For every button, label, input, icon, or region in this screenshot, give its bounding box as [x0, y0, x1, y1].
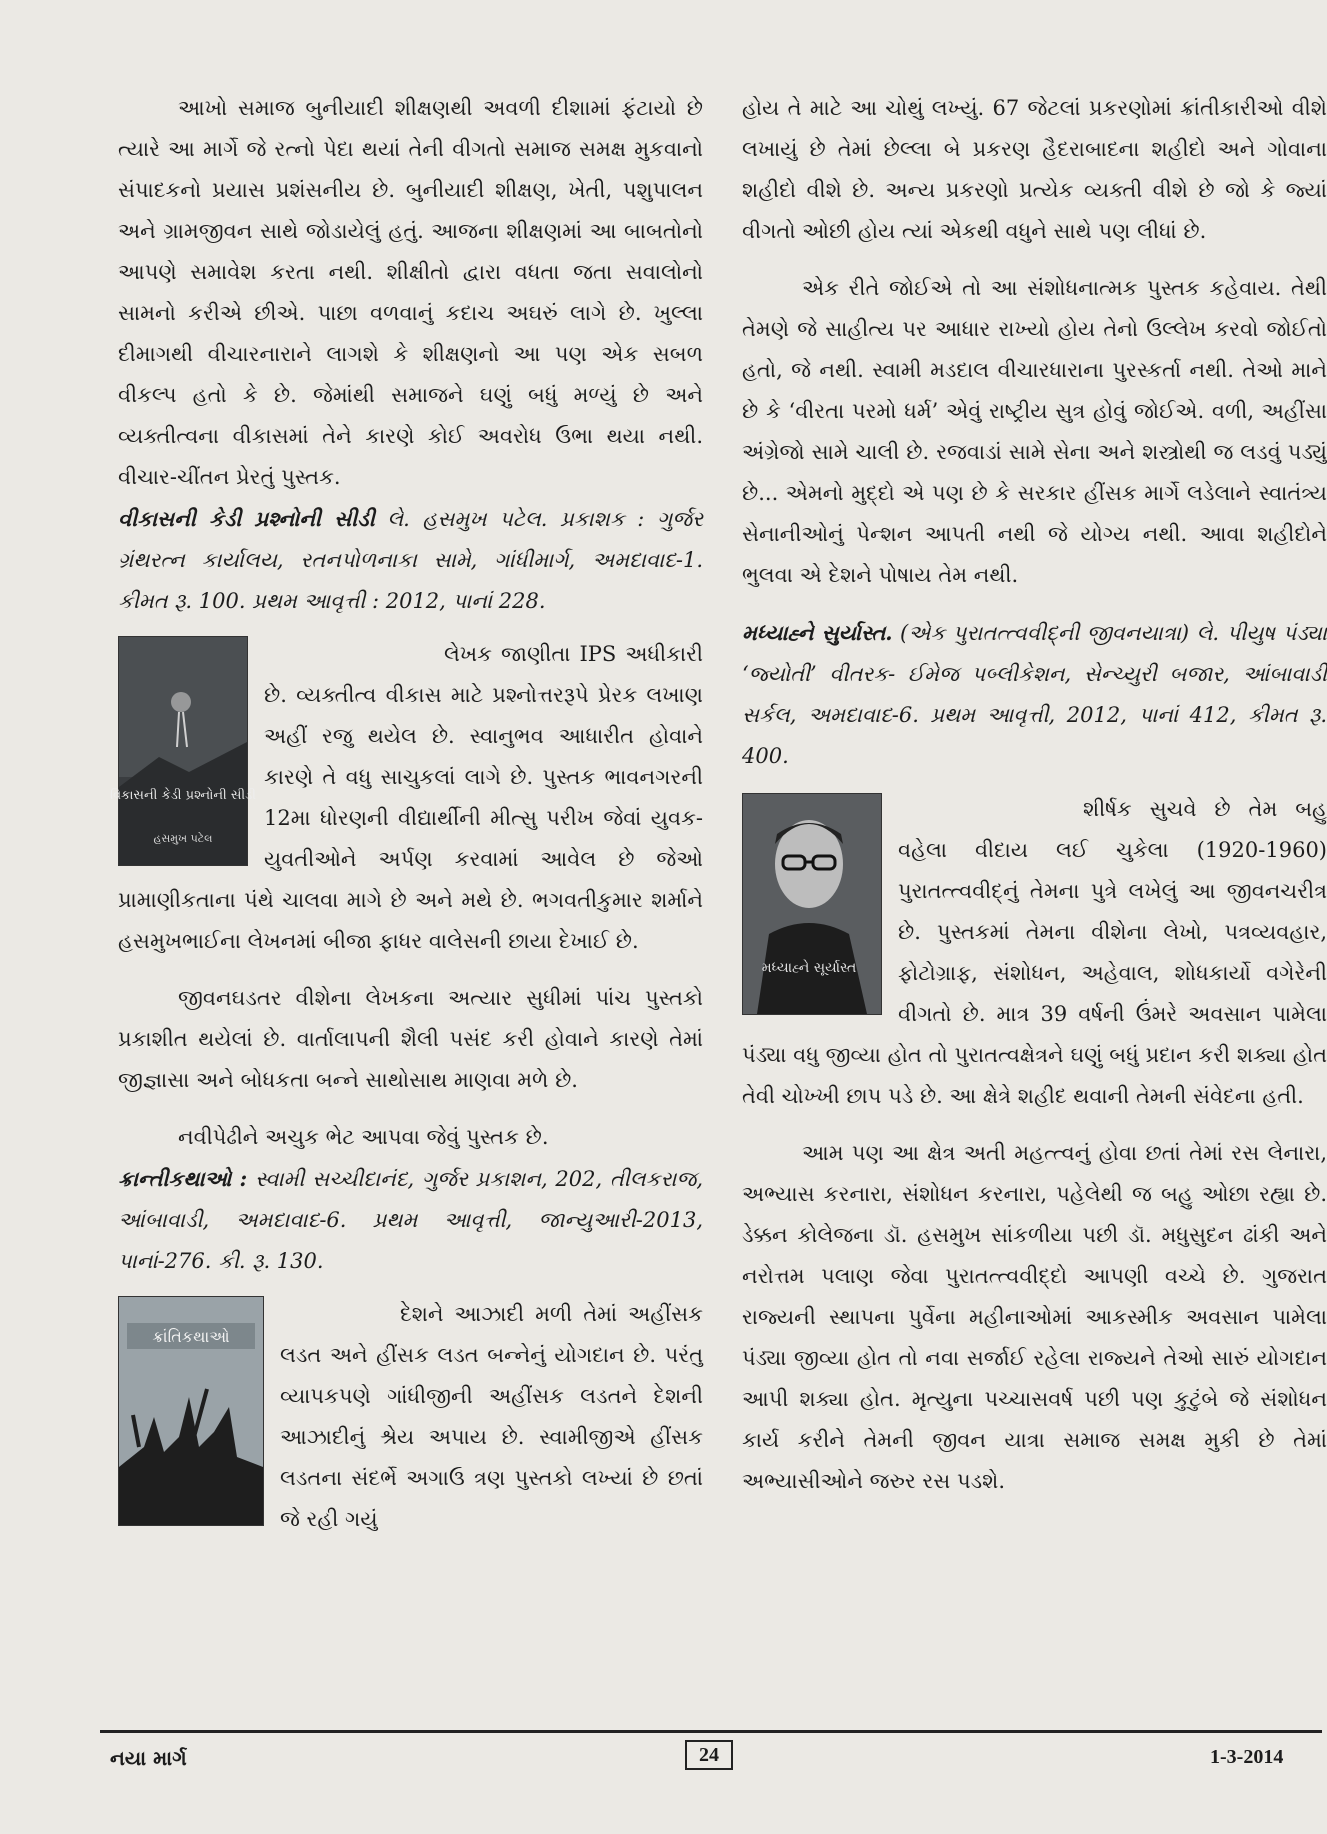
cover-author: હસમુખ પટેલ — [153, 832, 213, 845]
paragraph: નવીપેઢીને અચુક ભેટ આપવા જેવું પુસ્તક છે. — [178, 1125, 549, 1149]
cover-title: મધ્યાહ્ને સૂર્યાસ્ત — [761, 960, 857, 976]
book-cover-madhyahne — [742, 793, 882, 1015]
book-title: વીકાસની કેડી પ્રશ્નોની સીડી — [118, 506, 375, 531]
book-cover-vikas — [110, 636, 256, 866]
book-citation — [742, 612, 1327, 777]
paragraph: શીર્ષક સુચવે છે તેમ બહુ વહેલા વીદાય લઈ ચુકેલા (1920-1960) પુરાતત્ત્વવીદ્‌નું તેમના પુત્રે લખેલું આ જીવનચરીત્ર છે. પુસ્તકમાં તેમના વીશેના લેખો, પત્રવ્યવહાર, ફોટોગ્રાફ, સંશોધન, અહેવાલ, શોધકાર્યો વગેરેની વીગતો છે. માત્ર 39 વર્ષની ઉંમરે અવસાન પામેલા પંડ્યા વધુ જીવ્યા હોત તો પુરાતત્વક્ષેત્રને ઘણું બધું પ્રદાન કરી શક્યા હોત તેવી ચોખ્ખી છાપ પડે છે. આ ક્ષેત્રે શહીદ થવાની તેમની સંવેદના હતી. — [742, 797, 1327, 1108]
issue-date: 1-3-2014 — [1210, 1746, 1284, 1768]
paragraph: દેશને આઝાદી મળી તેમાં અહીંસક લડત અને હીંસક લડત બન્નેનું યોગદાન છે. પરંતુ વ્યાપકપણે ગાંધીજીની અહીંસક લડતને દેશની આઝાદીનું શ્રેય અપાય છે. સ્વામીજીએ હીંસક લડતના સંદર્ભે અગાઉ ત્રણ પુસ્તકો લખ્યાં છે છતાં જે રહી ગયું — [280, 1302, 703, 1531]
page-number: 24 — [685, 1740, 733, 1770]
book-cover-krantikathao — [118, 1296, 264, 1526]
paragraph: એક રીતે જોઈએ તો આ સંશોધનાત્મક પુસ્તક કહેવાય. તેથી તેમણે જે સાહીત્ય પર આધાર રાખ્યો હોય તેનો ઉલ્લેખ કરવો જોઈતો હતો, જે નથી. સ્વામી મડદાલ વીચારધારાના પુરસ્કર્તા નથી. તેઓ માને છે કે ‘વીરતા પરમો ધર્મ’ એવું રાષ્ટ્રીય સુત્ર હોવું જોઈએ. વળી, અહીંસા અંગ્રેજો સામે ચાલી છે. રજવાડાં સામે સેના અને શસ્ત્રોથી જ લડવું પડ્યું છે... એમનો મુદ્દો એ પણ છે કે સરકાર હીંસક માર્ગે લડેલાને સ્વાતંત્ર્ય સેનાનીઓનું પેન્શન આપતી નથી જે યોગ્ય નથી. આવા શહીદોને ભુલવા એ દેશને પોષાય તેમ નથી. — [742, 276, 1327, 587]
paragraph: આખો સમાજ બુનીયાદી શીક્ષણથી અવળી દીશામાં ફંટાયો છે ત્યારે આ માર્ગે જે રત્નો પેદા થયાં તેની વીગતો સમાજ સમક્ષ મુકવાનો સંપાદકનો પ્રયાસ પ્રશંસનીય છે. બુનીયાદી શીક્ષણ, ખેતી, પશુપાલન અને ગ્રામજીવન સાથે જોડાયેલું હતું. આજના શીક્ષણમાં આ બાબતોનો આપણે સમાવેશ કરતા નથી. શીક્ષીતો દ્વારા વધતા જતા સવાલોનો સામનો કરીએ છીએ. પાછા વળવાનું કદાચ અઘરું લાગે છે. ખુલ્લા દીમાગથી વીચારનારાને લાગશે કે શીક્ષણનો આ પણ એક સબળ વીકલ્પ હતો કે છે. જેમાંથી સમાજને ઘણું બધું મળ્યું છે અને વ્યક્તીત્વના વીકાસમાં તેને કારણે કોઈ અવરોધ ઉભા થયા નથી. વીચાર-ચીંતન પ્રેરતું પુસ્તક. — [118, 96, 703, 489]
book-citation — [118, 498, 703, 622]
book-title: મધ્યાહ્ને સુર્યાસ્ત. — [742, 620, 893, 645]
paragraph: હોય તે માટે આ ચોથું લખ્યું. 67 જેટલાં પ્રકરણોમાં ક્રાંતીકારીઓ વીશે લખાયું છે તેમાં છેલ્લા બે પ્રકરણ હૈદરાબાદના શહીદો અને ગોવાના શહીદો વીશે છે. અન્ય પ્રકરણો પ્રત્યેક વ્યક્તી વીશે છે જો કે જ્યાં વીગતો ઓછી હોય ત્યાં એકથી વધુને સાથે પણ લીધાં છે. — [742, 96, 1327, 243]
right-column — [742, 88, 1327, 1502]
magazine-name: નયા માર્ગ — [110, 1746, 187, 1770]
paragraph: લેખક જાણીતા IPS અધીકારી છે. વ્યક્તીત્વ વીકાસ માટે પ્રશ્નોત્તરરૂપે પ્રેરક લખાણ અહીં રજુ થયેલ છે. સ્વાનુભવ આધારીત હોવાને કારણે તે વધુ સાચુકલાં લાગે છે. પુસ્તક ભાવનગરની 12મા ધોરણની વીદ્યાર્થીની મીત્સુ પરીખ જેવાં યુવક-યુવતીઓને અર્પણ કરવામાં આવેલ છે જેઓ પ્રામાણીકતાના પંથે ચાલવા માગે છે અને મથે છે. ભગવતીકુમાર શર્માને હસમુખભાઈના લેખનમાં બીજા ફાધર વાલેસની છાયા દેખાઈ છે. — [118, 642, 703, 953]
paragraph: જીવનઘડતર વીશેના લેખકના અત્યાર સુધીમાં પાંચ પુસ્તકો પ્રકાશીત થયેલાં છે. વાર્તાલાપની શૈલી પસંદ કરી હોવાને કારણે તેમાં જીજ્ઞાસા અને બોધકતા બન્ને સાથોસાથ માણવા મળે છે. — [118, 986, 703, 1092]
book-citation — [118, 1158, 703, 1282]
book-details: લે. હસમુખ પટેલ. પ્રકાશક : ગુર્જર ગ્રંથરત્ન કાર્યાલય, રતનપોળનાકા સામે, ગાંધીમાર્ગ, અમદાવાદ-1. કીમત રૂ. 100. પ્રથમ આવૃત્તી : 2012, પાનાં 228. — [118, 507, 703, 613]
cover-title: વિકાસની કેડી પ્રશ્નોની સીડી — [110, 788, 256, 803]
book-details: (એક પુરાતત્ત્વવીદ્‌ની જીવનયાત્રા) લે. પીયુષ પંડ્યા ‘જ્યોતી’ વીતરક- ઈમેજ પબ્લીકેશન, સેન્ચ્યુરી બજાર, આંબાવાડી સર્કલ, અમદાવાદ-6. પ્રથમ આવૃત્તી, 2012, પાનાં 412, કીમત રૂ. 400. — [742, 621, 1327, 768]
cover-title: ક્રાંતિકથાઓ — [152, 1327, 230, 1346]
book-title: ક્રાન્તીકથાઓ : — [118, 1166, 248, 1191]
book-details: સ્વામી સચ્ચીદાનંદ, ગુર્જર પ્રકાશન, 202, તીલકરાજ, આંબાવાડી, અમદાવાદ-6. પ્રથમ આવૃત્તી, જાન્યુઆરી-2013, પાનાં-276. કી. રૂ. 130. — [118, 1167, 703, 1273]
left-column — [110, 88, 703, 1540]
paragraph: આમ પણ આ ક્ષેત્ર અતી મહત્ત્વનું હોવા છતાં તેમાં રસ લેનારા, અભ્યાસ કરનારા, સંશોધન કરનારા, પહેલેથી જ બહુ ઓછા રહ્યા છે. ડેક્કન કોલેજના ડૉ. હસમુખ સાંકળીયા પછી ડૉ. મધુસુદન ઢાંકી અને નરોત્તમ પલાણ જેવા પુરાતત્ત્વવીદ્દો આપણી વચ્ચે છે. ગુજરાત રાજ્યની સ્થાપના પુર્વેના મહીનાઓમાં આકસ્મીક અવસાન પામેલા પંડ્યા જીવ્યા હોત તો નવા સર્જાઈ રહેલા રાજ્યને તેઓ સારું યોગદાન આપી શક્યા હોત. મૃત્યુના પચ્ચાસવર્ષ પછી પણ કુટુંબે જે સંશોધન કાર્ય કરીને તેમની જીવન યાત્રા સમાજ સમક્ષ મુકી છે તેમાં અભ્યાસીઓને જરુર રસ પડશે. — [742, 1141, 1327, 1493]
footer-rule — [100, 1730, 1322, 1733]
